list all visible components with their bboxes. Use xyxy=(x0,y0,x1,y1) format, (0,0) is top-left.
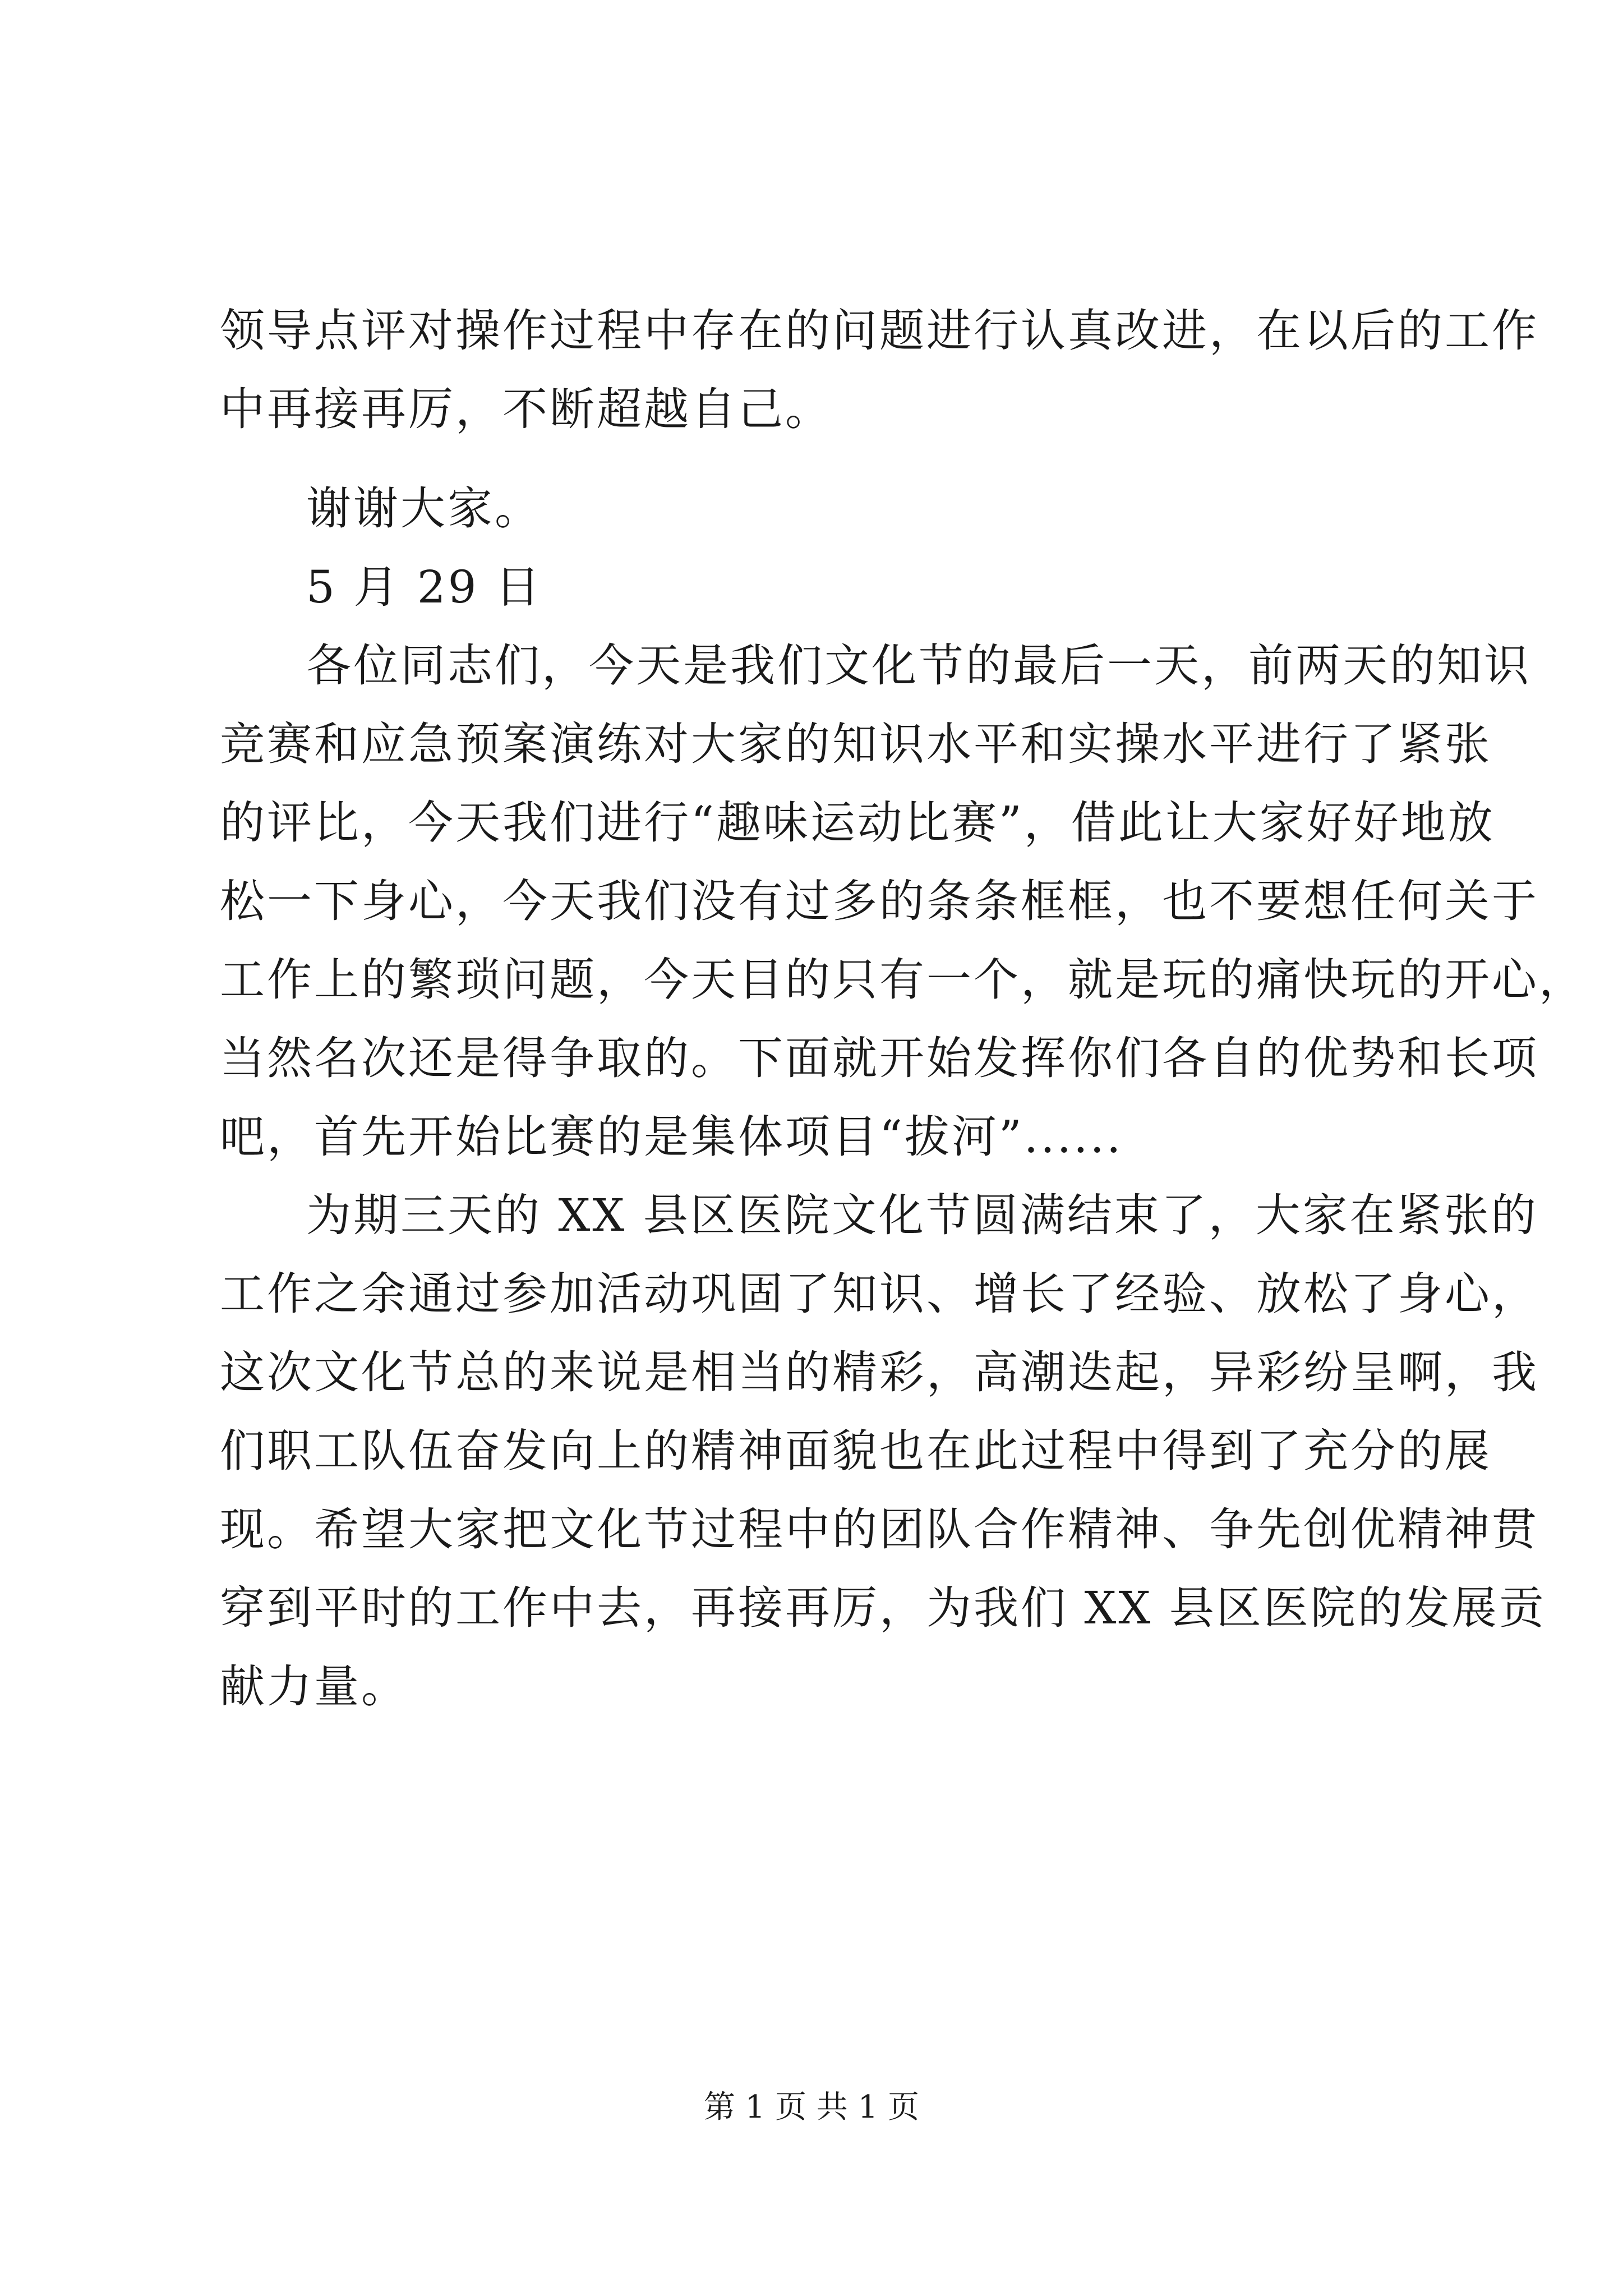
text-line: 松一下身心，今天我们没有过多的条条框框，也不要想任何关于 xyxy=(220,875,1539,927)
text-line: 这次文化节总的来说是相当的精彩，高潮迭起，异彩纷呈啊，我 xyxy=(220,1346,1539,1398)
text-line: 当然名次还是得争取的。下面就开始发挥你们各自的优势和长项 xyxy=(220,1032,1539,1084)
page-number-footer: 第 1 页 共 1 页 xyxy=(703,2089,920,2125)
text-line: 领导点评对操作过程中存在的问题进行认真改进，在以后的工作 xyxy=(220,305,1539,357)
text-line: 各位同志们，今天是我们文化节的最后一天，前两天的知识 xyxy=(306,639,1531,692)
date-line: 5 月 29 日 xyxy=(306,561,542,613)
text-line: 吧，首先开始比赛的是集体项目“拔河”...... xyxy=(220,1111,1123,1163)
text-line: 谢谢大家。 xyxy=(306,482,542,535)
text-line: 穿到平时的工作中去，再接再厉，为我们 XX 县区医院的发展贡 xyxy=(220,1582,1546,1634)
text-line: 中再接再厉，不断超越自己。 xyxy=(220,383,832,435)
text-line: 工作上的繁琐问题，今天目的只有一个，就是玩的痛快玩的开心， xyxy=(220,954,1586,1006)
text-line: 为期三天的 XX 县区医院文化节圆满结束了，大家在紧张的 xyxy=(306,1189,1538,1241)
text-line: 工作之余通过参加活动巩固了知识、增长了经验、放松了身心， xyxy=(220,1268,1539,1320)
text-line: 竞赛和应急预案演练对大家的知识水平和实操水平进行了紧张 xyxy=(220,718,1492,770)
text-line: 的评比，今天我们进行“趣味运动比赛”，借此让大家好好地放 xyxy=(220,797,1495,849)
text-line: 献力量。 xyxy=(220,1660,408,1713)
text-line: 现。希望大家把文化节过程中的团队合作精神、争先创优精神贯 xyxy=(220,1503,1539,1556)
text-line: 们职工队伍奋发向上的精神面貌也在此过程中得到了充分的展 xyxy=(220,1425,1492,1477)
